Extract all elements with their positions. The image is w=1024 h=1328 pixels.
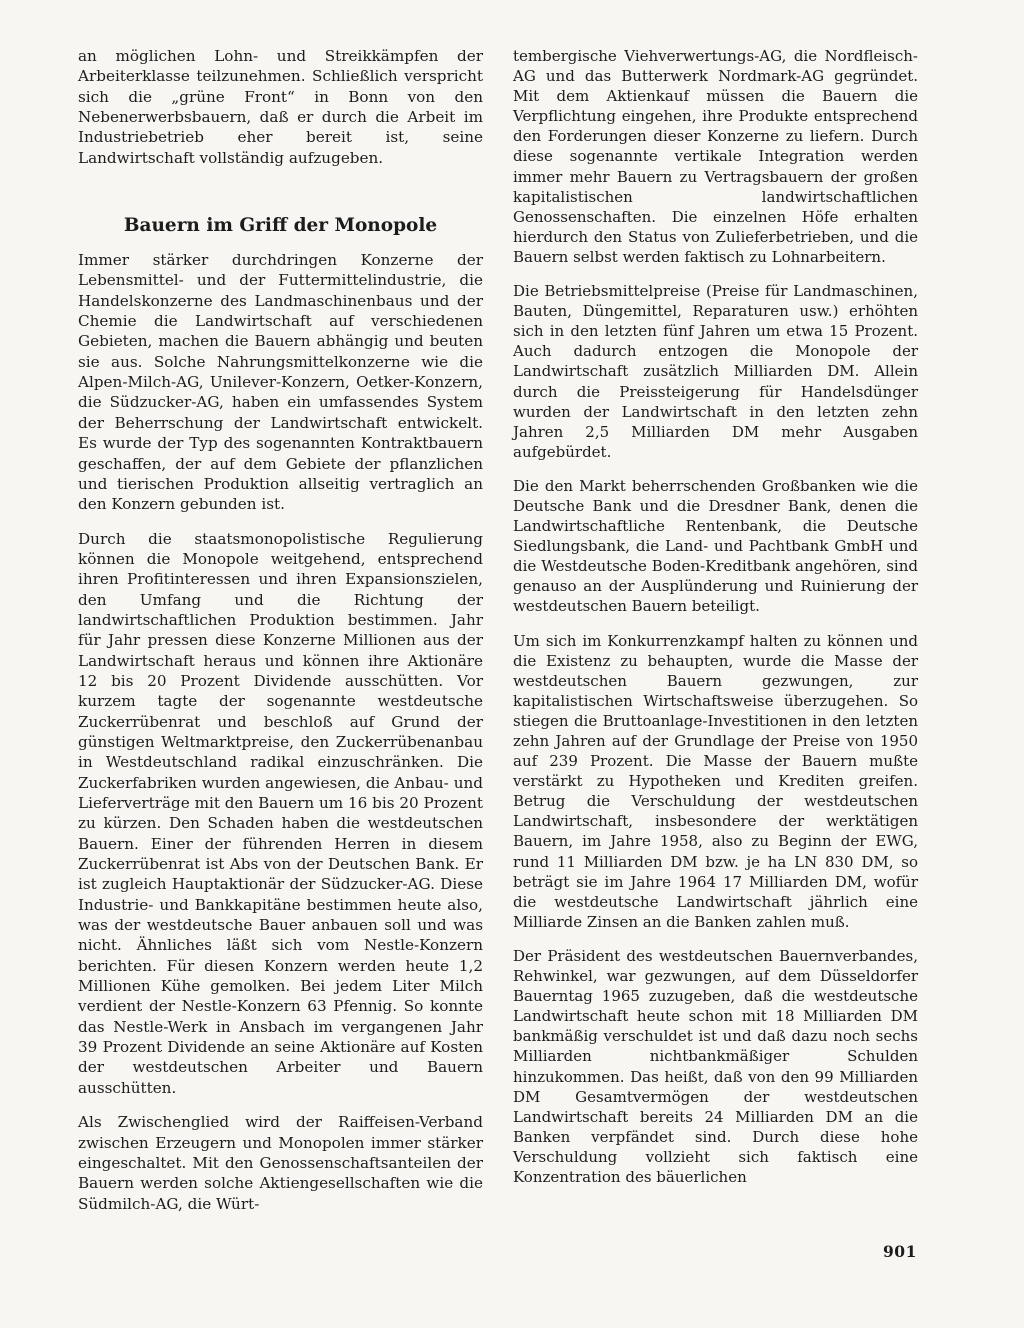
paragraph: Der Präsident des westdeutschen Bauernverbandes, Rehwinkel, war gezwungen, auf dem Düsseldorfer Bauerntag 1965 zuzugeben, daß die westdeutsche Landwirtschaft heute schon mit 18 Milliarden DM bankmäßig verschuldet ist und daß dazu noch sechs Milliarden nichtbankmäßiger Schulden hinzukommen. Das heißt, daß von den 99 Milliarden DM Gesamtvermögen der westdeutschen Landwirtschaft bereits 24 Milliarden DM an die Banken verpfändet sind. Durch diese hohe Verschuldung vollzieht sich faktisch eine Konzentration des bäuerlichen: [513, 946, 918, 1186]
page-number: 901: [883, 1242, 917, 1261]
paragraph: Durch die staatsmonopolistische Regulierung können die Monopole weitgehend, entsprechend ihren Profitinteressen und ihren Expansionszielen, den Umfang und die Richtung der landwirtschaftlichen Produktion bestimmen. Jahr für Jahr pressen diese Konzerne Millionen aus der Landwirtschaft heraus und können ihre Aktionäre 12 bis 20 Prozent Dividende ausschütten. Vor kurzem tagte der sogenannte westdeutsche Zuckerrübenrat und beschloß auf Grund der günstigen Weltmarktpreise, den Zuckerrübenanbau in Westdeutschland radikal einzuschränken. Die Zuckerfabriken wurden angewiesen, die Anbau- und Lieferverträge mit den Bauern um 16 bis 20 Prozent zu kürzen. Den Schaden haben die westdeutschen Bauern. Einer der führenden Herren in diesem Zuckerrübenrat ist Abs von der Deutschen Bank. Er ist zugleich Hauptaktionär der Südzucker-AG. Diese Industrie- und Bankkapitäne bestimmen heute also, was der westdeutsche Bauer anbauen soll und was nicht. Ähnliches läßt sich vom Nestle-Konzern berichten. Für diesen Konzern werden heute 1,2 Millionen Kühe gemolken. Bei jedem Liter Milch verdient der Nestle-Konzern 63 Pfennig. So konnte das Nestle-Werk in Ansbach im vergangenen Jahr 39 Prozent Dividende an seine Aktionäre auf Kosten der westdeutschen Arbeiter und Bauern ausschütten.: [78, 529, 483, 1097]
paragraph: Die den Markt beherrschenden Großbanken wie die Deutsche Bank und die Dresdner Bank, denen die Landwirtschaftliche Rentenbank, die Deutsche Siedlungsbank, die Land- und Pachtbank GmbH und die Westdeutsche Boden-Kreditbank angehören, sind genauso an der Ausplünderung und Ruinierung der westdeutschen Bauern beteiligt.: [513, 476, 918, 616]
paragraph: Als Zwischenglied wird der Raiffeisen-Verband zwischen Erzeugern und Monopolen immer stärker eingeschaltet. Mit den Genossenschaftsanteilen der Bauern werden solche Aktiengesellschaften wie die Südmilch-AG, die Würt-: [78, 1113, 483, 1213]
paragraph: Um sich im Konkurrenzkampf halten zu können und die Existenz zu behaupten, wurde die Masse der westdeutschen Bauern gezwungen, zur kapitalistischen Wirtschaftsweise überzugehen. So stiegen die Bruttoanlage-Investitionen in den letzten zehn Jahren auf der Grundlage der Preise von 1950 auf 239 Prozent. Die Masse der Bauern mußte verstärkt zu Hypotheken und Krediten greifen. Betrug die Verschuldung der westdeutschen Landwirtschaft, insbesondere der werktätigen Bauern, im Jahre 1958, also zu Beginn der EWG, rund 11 Milliarden DM bzw. je ha LN 830 DM, so beträgt sie im Jahre 1964 17 Milliarden DM, wofür die westdeutsche Landwirtschaft jährlich eine Milliarde Zinsen an die Banken zahlen muß.: [513, 631, 918, 931]
left-column: [78, 46, 483, 1228]
intro-paragraph: an möglichen Lohn- und Streikkämpfen der Arbeiterklasse teilzunehmen. Schließlich verspricht sich die „grüne Front“ in Bonn von den Nebenerwerbsbauern, daß er durch die Arbeit im Industriebetrieb eher bereit ist, seine Landwirtschaft vollständig aufzugeben.: [78, 47, 483, 167]
paragraph: tembergische Viehverwertungs-AG, die Nordfleisch-AG und das Butterwerk Nordmark-AG gegründet. Mit dem Aktienkauf müssen die Bauern die Verpflichtung eingehen, ihre Produkte entsprechend den Forderungen dieser Konzerne zu liefern. Durch diese sogenannte vertikale Integration werden immer mehr Bauern zu Vertragsbauern der großen kapitalistischen landwirtschaftlichen Genossenschaften. Die einzelnen Höfe erhalten hierdurch den Status von Zulieferbetrieben, und die Bauern selbst werden faktisch zu Lohnarbeitern.: [513, 47, 918, 266]
section-heading: Bauern im Griff der Monopole: [123, 215, 438, 237]
paragraph: Die Betriebsmittelpreise (Preise für Landmaschinen, Bauten, Düngemittel, Reparaturen usw.) erhöhten sich in den letzten fünf Jahren um etwa 15 Prozent. Auch dadurch entzogen die Monopole der Landwirtschaft zusätzlich Milliarden DM. Allein durch die Preissteigerung für Handelsdünger wurden der Landwirtschaft in den letzten zehn Jahren 2,5 Milliarden DM mehr Ausgaben aufgebürdet.: [513, 282, 918, 461]
paragraph: Immer stärker durchdringen Konzerne der Lebensmittel- und der Futtermittelindustrie, die Handelskonzerne des Landmaschinenbaus und der Chemie die Landwirtschaft auf verschiedenen Gebieten, machen die Bauern abhängig und beuten sie aus. Solche Nahrungsmittelkonzerne wie die Alpen-Milch-AG, Unilever-Konzern, Oetker-Konzern, die Südzucker-AG, haben ein umfassendes System der Beherrschung der Landwirtschaft entwickelt. Es wurde der Typ des sogenannten Kontraktbauern geschaffen, der auf dem Gebiete der pflanzlichen und tierischen Produktion allseitig vertraglich an den Konzern gebunden ist.: [78, 251, 483, 514]
right-column: [513, 46, 918, 1201]
